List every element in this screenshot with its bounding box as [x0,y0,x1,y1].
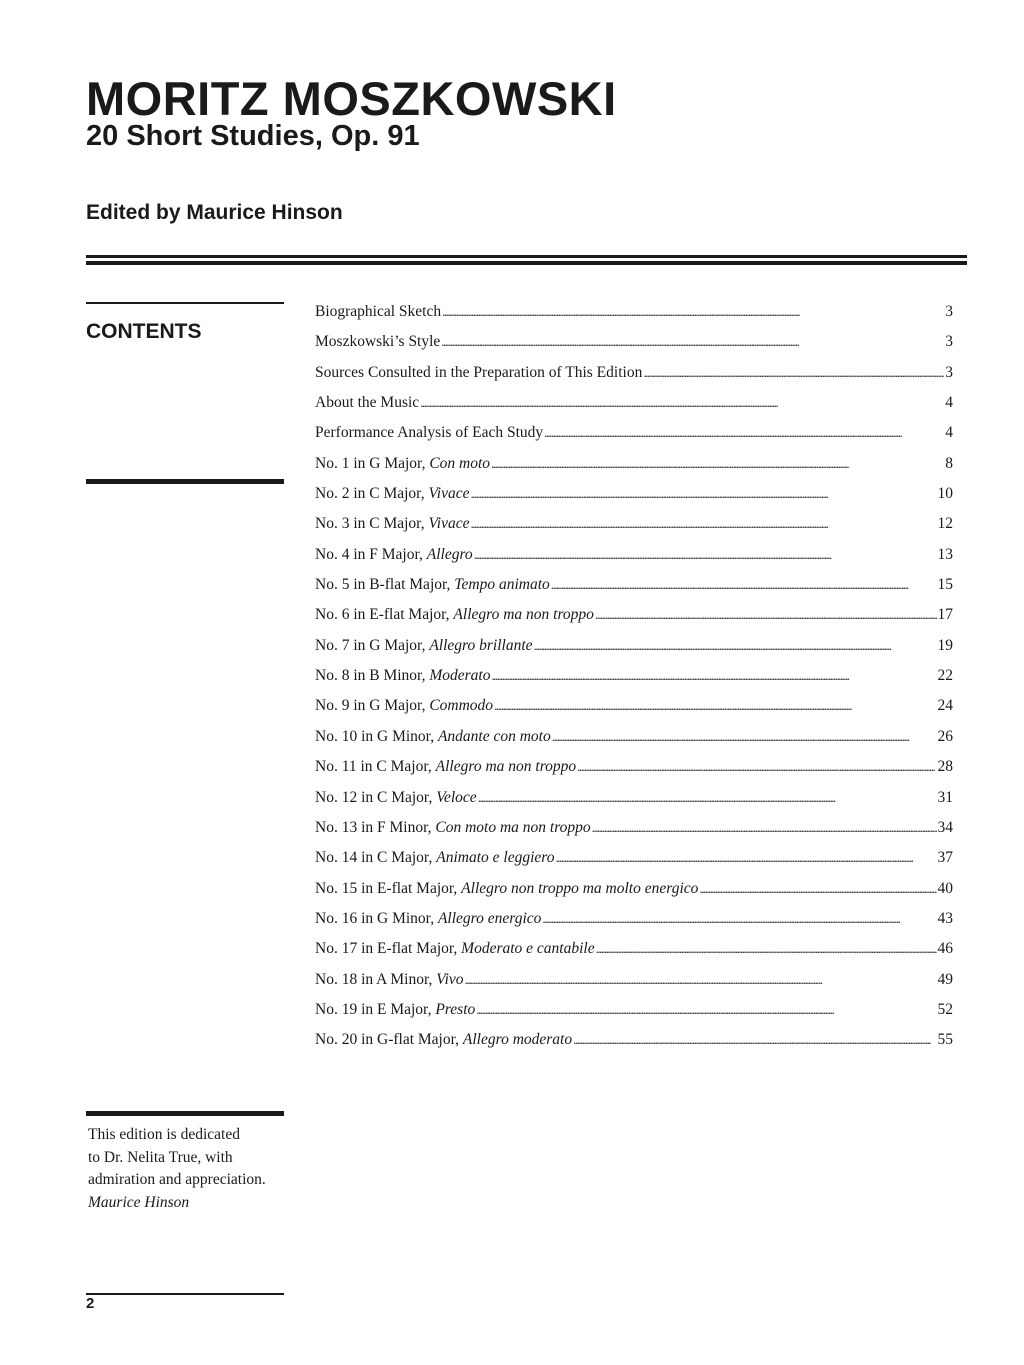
toc-page-number: 55 [937,1031,953,1049]
toc-entry-tempo: Vivo [436,970,464,988]
toc-page-number: 34 [937,818,953,836]
toc-entry-key: No. 8 in B Minor, [315,667,430,685]
toc-entry [315,725,953,755]
toc-entry-title [315,968,464,992]
toc-entry-title [315,300,441,324]
toc-dot-leader [471,512,937,536]
toc-entry-tempo: Allegro energico [437,909,542,927]
toc-page-number: 3 [945,363,953,381]
toc-entry-tempo: Con moto ma non troppo [435,818,591,836]
toc-entry-title [315,391,419,415]
toc-entry-title [315,877,698,901]
toc-page-number: 43 [937,909,953,927]
toc-page-number: 8 [945,454,953,472]
toc-entry-title [315,907,541,931]
toc-dot-leader [699,877,936,901]
toc-page-number: 17 [937,606,953,624]
toc-page-number: 28 [937,758,953,776]
toc-entry [315,330,953,360]
toc-entry-tempo: Presto [435,1000,476,1018]
toc-dot-leader [491,664,936,688]
toc-page-number: 3 [945,333,953,351]
toc-entry [315,694,953,724]
toc-dot-leader [441,330,944,354]
toc-entry-title [315,573,550,597]
toc-entry [315,543,953,573]
toc-dot-leader [573,1028,936,1052]
toc-entry-tempo: Allegro brillante [429,636,533,654]
dedication-rule [86,1111,284,1116]
toc-entry-title [315,634,533,658]
toc-dot-leader [643,361,944,385]
dedication [88,1124,288,1214]
toc-page-number: 10 [937,485,953,503]
toc-entry [315,937,953,967]
toc-page-number: 46 [937,940,953,958]
toc-entry-title [315,482,470,506]
toc-entry [315,634,953,664]
toc-entry-key: No. 12 in C Major, [315,788,437,806]
toc-dot-leader [542,907,936,931]
toc-entry-tempo: Tempo animato [454,576,550,594]
toc-entry-key: No. 19 in E Major, [315,1000,436,1018]
toc-entry-key: No. 5 in B-flat Major, [315,576,455,594]
composer-name: MORITZ MOSZKOWSKI [86,72,617,125]
toc-entry [315,452,953,482]
toc-dot-leader [592,816,937,840]
toc-entry-key: About the Music [315,394,420,412]
toc-entry-title [315,937,595,961]
toc-entry-tempo: Allegro ma non troppo [435,758,577,776]
toc-page-number: 52 [937,1000,953,1018]
work-title: 20 Short Studies, Op. 91 [86,120,420,152]
toc-page-number: 37 [937,849,953,867]
toc-dot-leader [420,391,944,415]
toc-page-number: 24 [937,697,953,715]
dedication-line: This edition is dedicated [88,1126,240,1143]
toc-entry-title [315,512,470,536]
toc-entry [315,846,953,876]
toc-entry-title [315,664,490,688]
toc-entry-key: No. 2 in C Major, [315,485,429,503]
toc-page-number: 13 [937,545,953,563]
toc-entry [315,877,953,907]
table-of-contents [315,300,953,1059]
toc-entry-key: No. 18 in A Minor, [315,970,437,988]
toc-entry-tempo: Commodo [429,697,494,715]
toc-entry-tempo: Animato e leggiero [436,849,555,867]
toc-entry-key: No. 4 in F Major, [315,545,427,563]
toc-entry-key: No. 14 in C Major, [315,849,437,867]
toc-entry-tempo: Allegro [426,545,473,563]
dedication-line: admiration and appreciation. [88,1171,266,1188]
toc-dot-leader [577,755,936,779]
toc-dot-leader [442,300,944,324]
toc-dot-leader [595,603,937,627]
contents-heading: CONTENTS [86,320,202,343]
footer-rule [86,1293,284,1295]
toc-dot-leader [596,937,937,961]
toc-entry [315,300,953,330]
toc-entry-title [315,361,642,385]
toc-entry-tempo: Andante con moto [437,727,551,745]
toc-entry-title [315,998,475,1022]
toc-entry-tempo: Con moto [429,454,491,472]
editor-credit: Edited by Maurice Hinson [86,201,343,224]
toc-page-number: 22 [937,667,953,685]
toc-dot-leader [476,998,936,1022]
toc-page-number: 49 [937,970,953,988]
toc-entry [315,816,953,846]
toc-dot-leader [552,725,937,749]
toc-entry-key: No. 9 in G Major, [315,697,430,715]
toc-entry-key: No. 13 in F Minor, [315,818,436,836]
dedication-signature: Maurice Hinson [88,1193,190,1211]
toc-entry [315,968,953,998]
toc-dot-leader [494,694,936,718]
toc-page-number: 4 [945,394,953,412]
toc-entry [315,907,953,937]
toc-dot-leader [534,634,937,658]
toc-entry-key: No. 10 in G Minor, [315,727,438,745]
toc-dot-leader [544,421,944,445]
toc-entry-title [315,330,440,354]
toc-entry [315,361,953,391]
toc-dot-leader [478,786,937,810]
toc-entry-tempo: Vivace [428,515,470,533]
toc-entry-title [315,725,551,749]
contents-rule-top [86,302,284,304]
toc-entry [315,512,953,542]
toc-entry-title [315,452,490,476]
toc-entry-tempo: Vivace [428,485,470,503]
toc-entry [315,786,953,816]
toc-entry-title [315,421,543,445]
toc-page-number: 19 [937,636,953,654]
toc-entry-title [315,786,477,810]
contents-rule-bottom [86,479,284,484]
toc-dot-leader [551,573,937,597]
toc-entry-key: Moszkowski’s Style [315,333,441,351]
toc-entry-key: No. 7 in G Major, [315,636,430,654]
toc-entry-title [315,543,473,567]
toc-entry [315,421,953,451]
toc-dot-leader [471,482,937,506]
toc-dot-leader [491,452,944,476]
toc-entry-key: No. 3 in C Major, [315,515,429,533]
toc-page-number: 31 [937,788,953,806]
toc-entry-key: Performance Analysis of Each Study [315,424,544,442]
toc-page-number: 15 [937,576,953,594]
toc-entry-key: Sources Consulted in the Preparation of This Edition [315,363,643,381]
toc-dot-leader [474,543,937,567]
toc-entry [315,1028,953,1058]
toc-entry [315,573,953,603]
toc-entry [315,391,953,421]
toc-entry-key: No. 20 in G-flat Major, [315,1031,463,1049]
toc-entry-key: No. 11 in C Major, [315,758,436,776]
toc-entry [315,603,953,633]
toc-entry-key: Biographical Sketch [315,303,442,320]
header-rule-top [86,255,967,258]
toc-page-number: 40 [937,879,953,897]
toc-entry-title [315,755,576,779]
dedication-line: to Dr. Nelita True, with [88,1148,233,1166]
toc-entry-tempo: Allegro moderato [462,1031,573,1049]
toc-entry-key: No. 16 in G Minor, [315,909,438,927]
toc-entry-title [315,816,591,840]
toc-entry-title [315,1028,572,1052]
toc-entry [315,998,953,1028]
toc-entry-key: No. 1 in G Major, [315,454,430,472]
toc-entry-title [315,846,554,870]
toc-entry [315,755,953,785]
toc-dot-leader [555,846,936,870]
toc-entry-tempo: Moderato e cantabile [461,940,595,958]
toc-entry-tempo: Allegro non troppo ma molto energico [461,879,699,897]
toc-dot-leader [465,968,937,992]
toc-page-number: 4 [945,424,953,442]
toc-entry [315,664,953,694]
page-number: 2 [86,1295,95,1312]
toc-entry-tempo: Allegro ma non troppo [453,606,594,624]
toc-entry [315,482,953,512]
toc-entry-key: No. 17 in E-flat Major, [315,940,462,958]
toc-entry-tempo: Moderato [429,667,491,685]
header-rule-bottom [86,261,967,265]
toc-entry-key: No. 15 in E-flat Major, [315,879,462,897]
toc-entry-title [315,694,493,718]
toc-page-number: 3 [945,303,953,320]
toc-page-number: 26 [937,727,953,745]
toc-entry-key: No. 6 in E-flat Major, [315,606,454,624]
toc-page-number: 12 [937,515,953,533]
toc-entry-title [315,603,594,627]
toc-entry-tempo: Veloce [436,788,477,806]
